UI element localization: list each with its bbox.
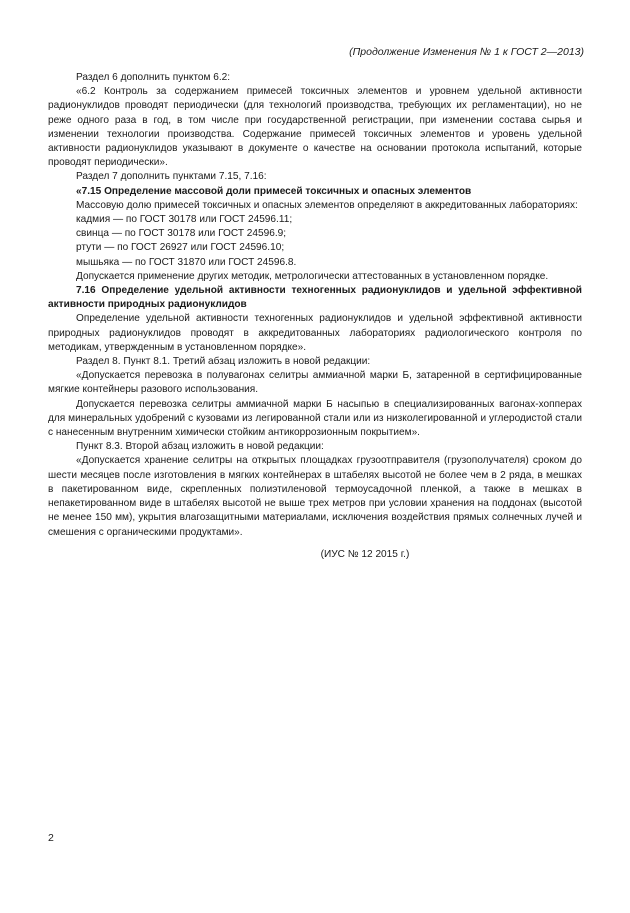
paragraph-section7-intro: Раздел 7 дополнить пунктами 7.15, 7.16:	[76, 171, 267, 183]
paragraph-8-3: «Допускается хранение селитры на открытых площадках грузоотправителя (грузополучателя) сроком до шести месяцев после изготовления в мягких контейнерах в штабелях высотой не более чем в 2 ряда, в мешках в пакетированном виде, скрепленных полиэтиленовой термоусадочной пленкой, а также в мешках в непакетированном виде в штабелях высотой не выше трех метров при условии хранения на поддонах (высотой не менее 150 мм), укрытия влагозащитными материалами, исключения воздействия прямых солнечных лучей и смешения с органическими продуктами».	[48, 455, 582, 538]
paragraph-7-15-text: Массовую долю примесей токсичных и опасных элементов определяют в аккредитованных лабораториях:	[76, 199, 578, 211]
paragraph-other-methods: Допускается применение других методик, метрологически аттестованных в установленном порядке.	[76, 270, 549, 282]
heading-7-16: 7.16 Определение удельной активности техногенных радионуклидов и удельной эффективной активности природных радионуклидов	[48, 285, 582, 311]
paragraph-8-3-intro: Пункт 8.3. Второй абзац изложить в новой редакции:	[76, 441, 324, 453]
list-item-mercury: ртути — по ГОСТ 26927 или ГОСТ 24596.10;	[76, 242, 285, 254]
heading-7-15: «7.15 Определение массовой доли примесей токсичных и опасных элементов	[76, 185, 472, 197]
amendment-body	[48, 71, 582, 562]
list-item-lead: свинца — по ГОСТ 30178 или ГОСТ 24596.9;	[76, 228, 287, 240]
ius-reference: (ИУС № 12 2015 г.)	[320, 548, 410, 560]
paragraph-7-16-text: Определение удельной активности техногенных радионуклидов и удельной эффективной активности природных радионуклидов проводят в аккредитованных лабораториях радиологического контроля по методикам, утвержденным в установленном порядке».	[48, 313, 582, 353]
paragraph-section6-intro: Раздел 6 дополнить пунктом 6.2:	[76, 72, 231, 83]
paragraph-8-1-b: Допускается перевозка селитры аммиачной марки Б насыпью в специализированных вагонах-хопперах для минеральных удобрений с кузовами из легированной стали или из низколегированной и углеродистой стали с нанесенным внутренним химически стойким антикоррозионным покрытием».	[48, 398, 582, 439]
running-header: (Продолжение Изменения № 1 к ГОСТ 2—2013)	[349, 46, 584, 58]
paragraph-8-1-a: «Допускается перевозка в полувагонах селитры аммиачной марки Б, затаренной в сертифицированные мягкие контейнеры разового использования.	[48, 370, 582, 396]
list-item-cadmium: кадмия — по ГОСТ 30178 или ГОСТ 24596.11;	[76, 214, 293, 226]
list-item-arsenic: мышьяка — по ГОСТ 31870 или ГОСТ 24596.8.	[76, 256, 297, 268]
paragraph-6-2: «6.2 Контроль за содержанием примесей токсичных элементов и уровнем удельной активности радионуклидов проводят периодически (для технологий производства, требующих их регламентации), но не реже одного раза в год, в том числе при государственной регистрации, при изменении состава сырья и изменении технологии производства. Содержание примесей токсичных элементов и уровень удельной активности радионуклидов указывают в документе о качестве на основании протокола испытаний, которые проводят периодически».	[48, 86, 582, 169]
page-number: 2	[48, 832, 54, 844]
paragraph-section8-intro: Раздел 8. Пункт 8.1. Третий абзац изложить в новой редакции:	[76, 356, 371, 368]
